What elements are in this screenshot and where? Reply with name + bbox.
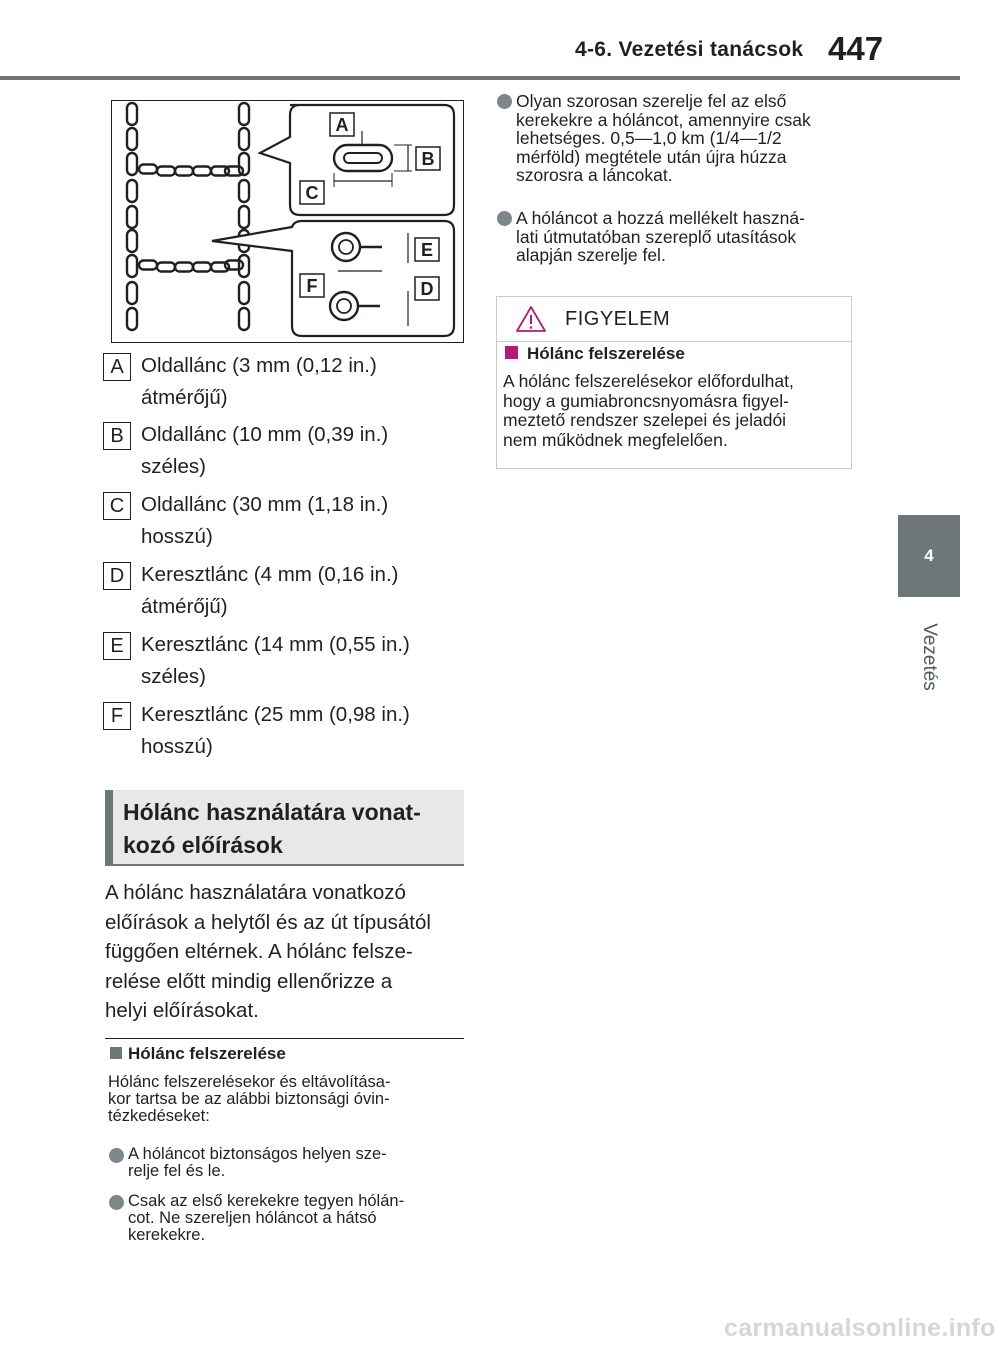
square-bullet-icon (110, 1047, 122, 1059)
section-title-line: Hólánc használatára vonat- (123, 799, 421, 825)
right-bullet-1 (516, 92, 856, 185)
legend-letter-box: E (103, 632, 131, 660)
legend-letter-box: A (103, 353, 131, 381)
chapter-label-text: Vezetés (919, 623, 940, 691)
bullet-line: kerekekre a hóláncot, amennyire csak (516, 109, 811, 130)
warning-line: A hólánc felszerelésekor előfordulhat, (503, 371, 794, 391)
warning-box (496, 296, 852, 469)
legend-line: Keresztlánc (14 mm (0,55 in.) (141, 633, 410, 656)
legend-line: Oldallánc (10 mm (0,39 in.) (141, 423, 389, 446)
subsection-heading (110, 1044, 470, 1064)
bullet-line: alapján szerelje fel. (516, 245, 666, 265)
subsection-heading-text: Hólánc felszerelése (128, 1044, 286, 1063)
legend-text (141, 699, 471, 763)
warning-header (497, 297, 851, 342)
legend-line: Oldallánc (3 mm (0,12 in.) (141, 354, 377, 377)
bullet-line: Csak az első kerekekre tegyen hólán- (128, 1192, 405, 1210)
header-divider (0, 76, 960, 80)
legend-line: Keresztlánc (25 mm (0,98 in.) (141, 703, 410, 726)
legend-line: Keresztlánc (4 mm (0,16 in.) (141, 563, 399, 586)
bullet-line: kerekekre. (128, 1226, 206, 1244)
cross-chain-lower (139, 261, 243, 272)
warning-line: hogy a gumiabroncsnyomásra figyel- (503, 390, 789, 411)
paragraph-line: A hólánc használatára vonatkozó (105, 881, 406, 904)
chain-side-right (239, 103, 249, 330)
legend-line: hosszú) (141, 525, 213, 548)
section-header: 4-6. Vezetési tanácsok (575, 38, 804, 61)
callout-f: F (306, 276, 318, 296)
page-number: 447 (828, 30, 884, 67)
intro-line: tézkedéseket: (108, 1107, 210, 1125)
intro-line: Hólánc felszerelésekor és eltávolítása- (108, 1073, 391, 1091)
warning-triangle-icon (515, 305, 547, 333)
bullet-dot-icon (497, 211, 512, 226)
callout-c: C (305, 183, 319, 203)
legend-line: hosszú) (141, 735, 213, 758)
bullet-line: Olyan szorosan szerelje fel az első (516, 91, 787, 111)
bullet-line: A hóláncot biztonságos helyen sze- (128, 1145, 387, 1163)
square-bullet-icon (505, 346, 518, 359)
right-bullet-2 (516, 209, 856, 265)
chain-side-left (127, 103, 137, 330)
footer-watermark: carmanualsonline.info (724, 1314, 996, 1342)
callout-e: E (420, 240, 434, 260)
legend-letter-box: B (103, 422, 131, 450)
bullet-line: mérföld) megtétele után újra húzza (516, 146, 787, 167)
legend-line: átmérőjű) (141, 595, 228, 618)
legend-letter-box: F (103, 702, 131, 730)
callout-d: D (420, 279, 434, 299)
warning-body (503, 372, 848, 450)
legend-text (141, 489, 471, 553)
bullet-line: szorosra a láncokat. (516, 165, 673, 185)
warning-line: nem működnek megfelelően. (503, 429, 728, 450)
warning-heading-text: Hólánc felszerelése (527, 344, 685, 363)
legend-text (141, 559, 471, 623)
bullet-line: lati útmutatóban szereplő utasítások (516, 226, 797, 247)
paragraph-line: relése előtt mindig ellenőrizze a (105, 969, 393, 993)
intro-line: kor tartsa be az alábbi biztonsági óvin- (108, 1090, 390, 1108)
callout-a: A (335, 115, 349, 135)
subsection-divider (105, 1038, 464, 1039)
bullet-line: cot. Ne szereljen hóláncot a hátsó (128, 1209, 377, 1227)
bullet-dot-icon (109, 1148, 124, 1163)
legend-letter-box: D (103, 562, 131, 590)
section-paragraph (105, 878, 465, 1026)
bullet-line: A hóláncot a hozzá mellékelt haszná- (516, 208, 805, 228)
legend-line: széles) (141, 455, 206, 478)
cross-chain-upper (139, 165, 243, 176)
legend-text (141, 419, 471, 483)
section-title-line: kozó előírások (123, 832, 283, 858)
legend-line: széles) (141, 665, 206, 688)
warning-title: FIGYELEM (565, 308, 671, 330)
subsection-intro (108, 1074, 468, 1125)
snow-chain-illustration (112, 101, 463, 342)
paragraph-line: helyi előírásokat. (105, 999, 259, 1022)
legend-line: átmérőjű) (141, 386, 228, 409)
warning-line: meztető rendszer szelepei és jeladói (503, 410, 787, 430)
section-heading-box (105, 790, 464, 866)
legend-text (141, 629, 471, 693)
bullet-line: relje fel és le. (128, 1162, 226, 1180)
paragraph-line: előírások a helytől és az út típusától (105, 910, 431, 934)
legend-letter-box: C (103, 492, 131, 520)
legend-line: Oldallánc (30 mm (1,18 in.) (141, 493, 389, 516)
warning-heading (505, 344, 845, 364)
legend-text (141, 350, 471, 414)
section-title (123, 796, 421, 862)
bullet-dot-icon (497, 94, 512, 109)
subsection-bullet-1 (128, 1146, 468, 1180)
chapter-tab-number: 4 (898, 515, 960, 597)
snow-chain-figure (111, 100, 464, 343)
bullet-line: lehetséges. 0,5—1,0 km (1/4—1/2 (516, 128, 782, 148)
bullet-dot-icon (109, 1195, 124, 1210)
paragraph-line: függően eltérnek. A hólánc felsze- (105, 940, 413, 963)
subsection-bullet-2 (128, 1193, 468, 1244)
chapter-tab-label (898, 597, 960, 717)
callout-b: B (421, 149, 435, 169)
